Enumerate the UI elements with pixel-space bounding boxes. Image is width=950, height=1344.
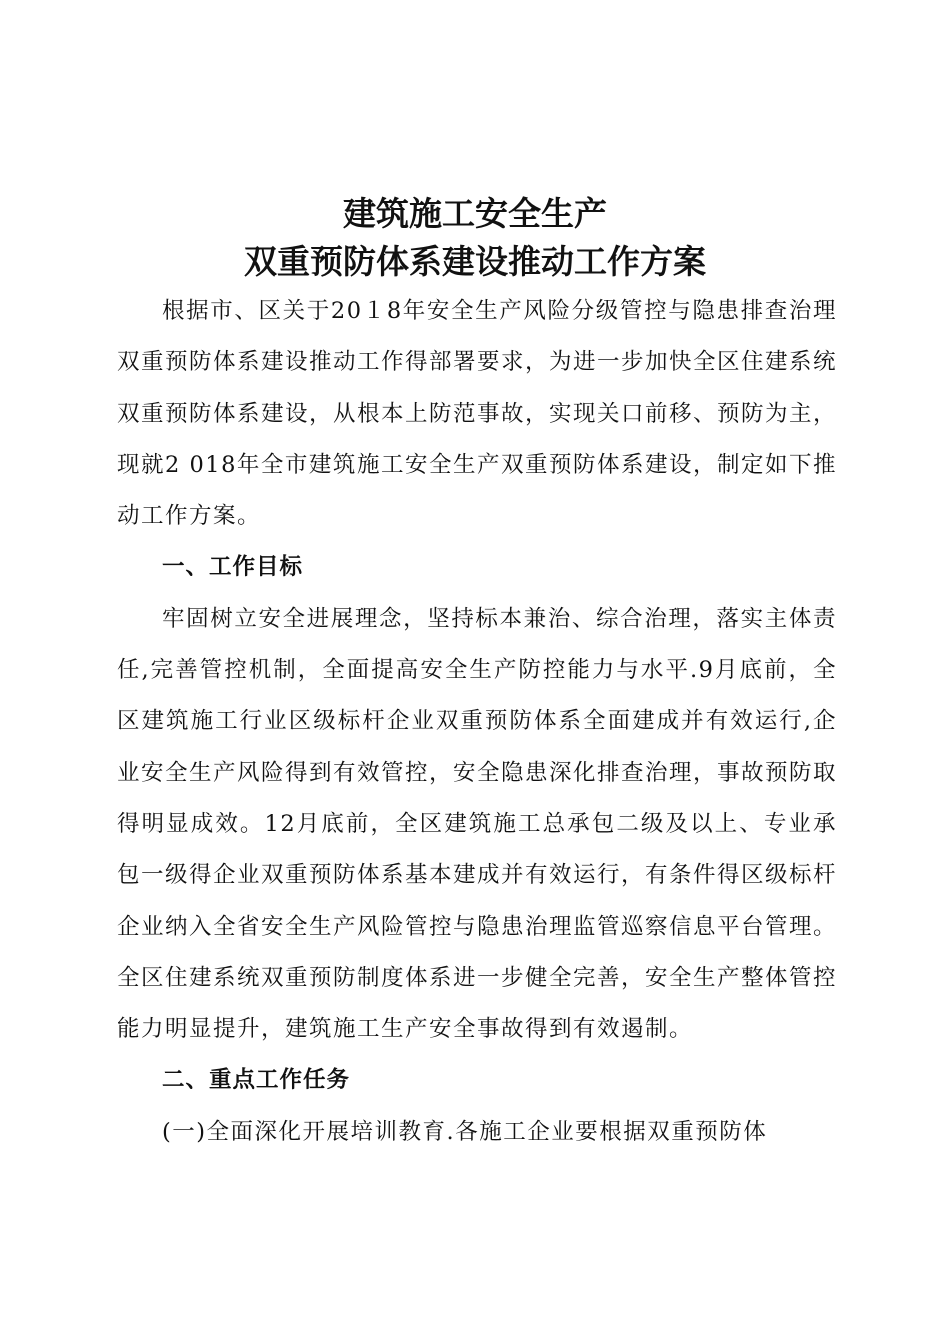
goals-paragraph: 牢固树立安全进展理念，坚持标本兼治、综合治理，落实主体责任,完善管控机制，全面提高安全生产防控能力与水平.9月底前，全区建筑施工行业区级标杆企业双重预防体系全面建成并有效运行,企业安全生产风险得到有效管控，安全隐患深化排查治理，事故预防取得明显成效。12月底前，全区建筑施工总承包二级及以上、专业承包一级得企业双重预防体系基本建成并有效运行，有条件得区级标杆企业纳入全省安全生产风险管控与隐患治理监管巡察信息平台管理。全区住建系统双重预防制度体系进一步健全完善，安全生产整体管控能力明显提升，建筑施工生产安全事故得到有效遏制。: [117, 605, 838, 1043]
document-body: [117, 286, 837, 1158]
document-title-line-2: 双重预防体系建设推动工作方案: [244, 242, 706, 281]
intro-paragraph: 根据市、区关于20１8年安全生产风险分级管控与隐患排查治理双重预防体系建设推动工作得部署要求，为进一步加快全区住建系统双重预防体系建设，从根本上防范事故，实现关口前移、预防为主，现就2 018年全市建筑施工安全生产双重预防体系建设，制定如下推动工作方案。: [117, 298, 838, 530]
task-item-1: (一)全面深化开展培训教育.各施工企业要根据双重预防体: [162, 1118, 768, 1145]
section-heading-goals: 一、工作目标: [162, 554, 304, 581]
document-title-line-1: 建筑施工安全生产: [343, 194, 607, 233]
section-heading-tasks: 二、重点工作任务: [162, 1067, 351, 1094]
